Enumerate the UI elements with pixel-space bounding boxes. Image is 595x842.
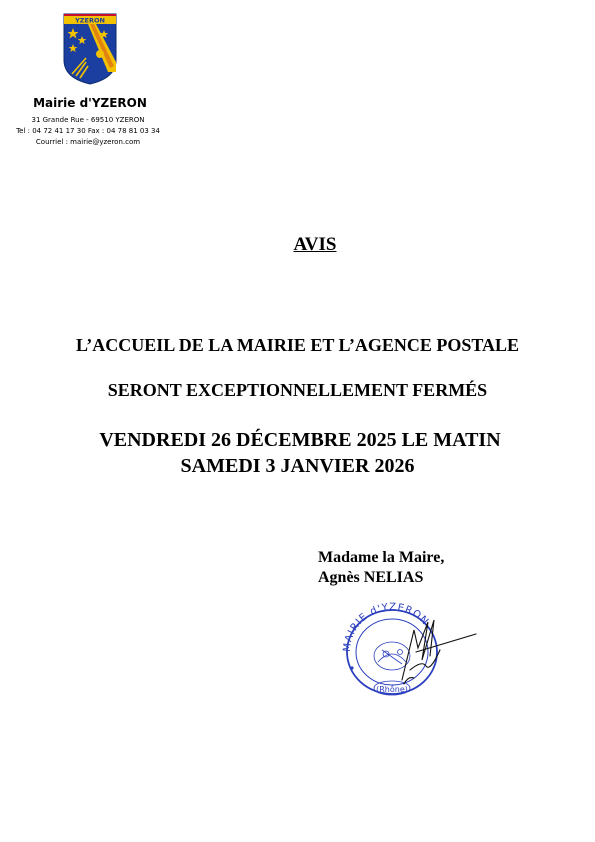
notice-line-1: L’ACCUEIL DE LA MAIRIE ET L’AGENCE POSTALE bbox=[75, 335, 520, 355]
svg-text:MAIRIE d'YZERON: MAIRIE d'YZERON bbox=[341, 601, 431, 653]
notice-line-2: SERONT EXCEPTIONNELLEMENT FERMÉS bbox=[107, 380, 488, 400]
signatory-title: Madame la Maire, bbox=[318, 549, 445, 566]
mairie-name: Mairie d'YZERON bbox=[33, 96, 147, 110]
signatory-name: Agnès NELIAS bbox=[318, 569, 424, 586]
email-line: Courriel : mairie@yzeron.com bbox=[35, 138, 141, 146]
department-line bbox=[38, 0, 148, 1]
svg-text:YZERON: YZERON bbox=[75, 16, 105, 25]
notice-date-1: VENDREDI 26 DÉCEMBRE 2025 LE MATIN bbox=[99, 429, 501, 451]
phone-fax-line: Tel : 04 72 41 17 30 Fax : 04 78 81 03 34 bbox=[16, 127, 160, 135]
svg-text:(Rhône): (Rhône) bbox=[376, 685, 408, 694]
address-line: 31 Grande Rue - 69510 YZERON bbox=[31, 116, 145, 124]
notice-title: AVIS bbox=[293, 234, 337, 255]
coat-of-arms-logo bbox=[60, 10, 120, 86]
notice-date-2: SAMEDI 3 JANVIER 2026 bbox=[180, 455, 415, 477]
official-stamp-and-signature bbox=[330, 600, 490, 700]
